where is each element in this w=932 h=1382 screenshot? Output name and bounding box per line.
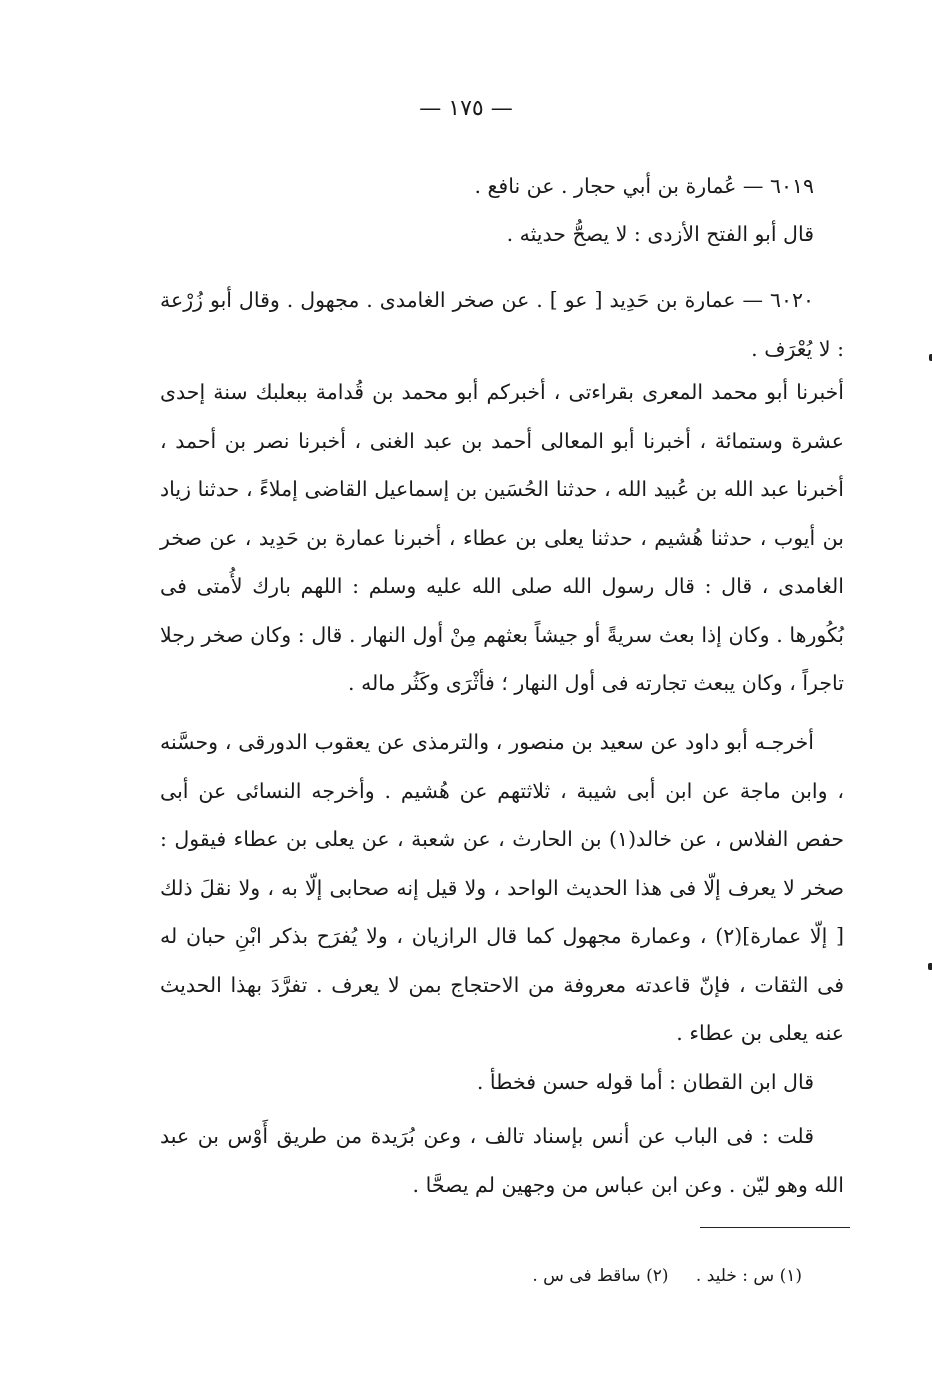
footnote-rule: [700, 1227, 850, 1228]
footnote-1: (١) س : خليد .: [695, 1266, 802, 1286]
entry-6019-heading: ٦٠١٩ — عُمارة بن أبي حجار . عن نافع .: [474, 174, 814, 198]
page-number: — ١٧٥ —: [419, 96, 513, 121]
footnote-2: (٢) ساقط فى س .: [532, 1266, 669, 1286]
footnotes: [532, 1266, 802, 1286]
margin-mark: [928, 963, 932, 970]
isnad-paragraph: أخبرنا أبو محمد المعرى بقراءتى ، أخبركم أبو محمد بن قُدامة ببعلبك سنة إحدى عشرة وستمائة ، أخبرنا أبو المعالى أحمد بن عبد الغنى ، أخبرنا نصر بن أحمد ، أخبرنا عبد الله بن عُبيد الله ، حدثنا الحُسَين بن إسماعيل القاضى إملاءً ، حدثنا زياد بن أيوب ، حدثنا هُشيم ، حدثنا يعلى بن عطاء ، أخبرنا عمارة بن حَدِيد ، عن صخر الغامدى ، قال : قال رسول الله صلى الله عليه وسلم : اللهم بارك لأُمتى فى بُكُورها . وكان إذا بعث سريةً أو جيشاً بعثهم مِنْ أول النهار . قال : وكان صخر رجلا تاجراً ، وكان يبعث تجارته فى أول النهار ؛ فأثْرَى وكَثُر ماله .: [160, 380, 844, 695]
qultu-paragraph: قلت : فى الباب عن أنس بإسناد تالف ، وعن بُرَيدة من طريق أَوْس بن عبد الله وهو ليّن . وعن ابن عباس من وجهين لم يصحَّا .: [160, 1124, 844, 1197]
ibn-qattan-line: قال ابن القطان : أما قوله حسن فخطأ .: [476, 1070, 814, 1094]
entry-6020-text: ٦٠٢٠ — عمارة بن حَدِيد [ عو ] . عن صخر الغامدى . مجهول . وقال أبو زُرْعة : لا يُعْرَف .: [160, 288, 844, 361]
takhrij-paragraph: أخرجـه أبو داود عن سعيد بن منصور ، والترمذى عن يعقوب الدورقى ، وحسَّنه ، وابن ماجة عن ابن أبى شيبة ، ثلاثتهم عن هُشيم . وأخرجه النسائى عن أبى حفص الفلاس ، عن خالد(١) بن الحارث ، عن شعبة ، عن يعلى بن عطاء فيقول : صخر لا يعرف إلّا فى هذا الحديث الواحد ، ولا قيل إنه صحابى إلّا به ، ولا نقلَ ذلك [ إلّا عمارة](٢) ، وعمارة مجهول كما قال الرازيان ، ولا يُفرَح بذكر ابْنِ حبان له فى الثقات ، فإنّ قاعدته معروفة من الاحتجاج بمن لا يعرف . تفرَّدَ بهذا الحديث عنه يعلى بن عطاء .: [160, 730, 844, 1045]
entry-6019-note: قال أبو الفتح الأزدى : لا يصحُّ حديثه .: [506, 222, 814, 246]
